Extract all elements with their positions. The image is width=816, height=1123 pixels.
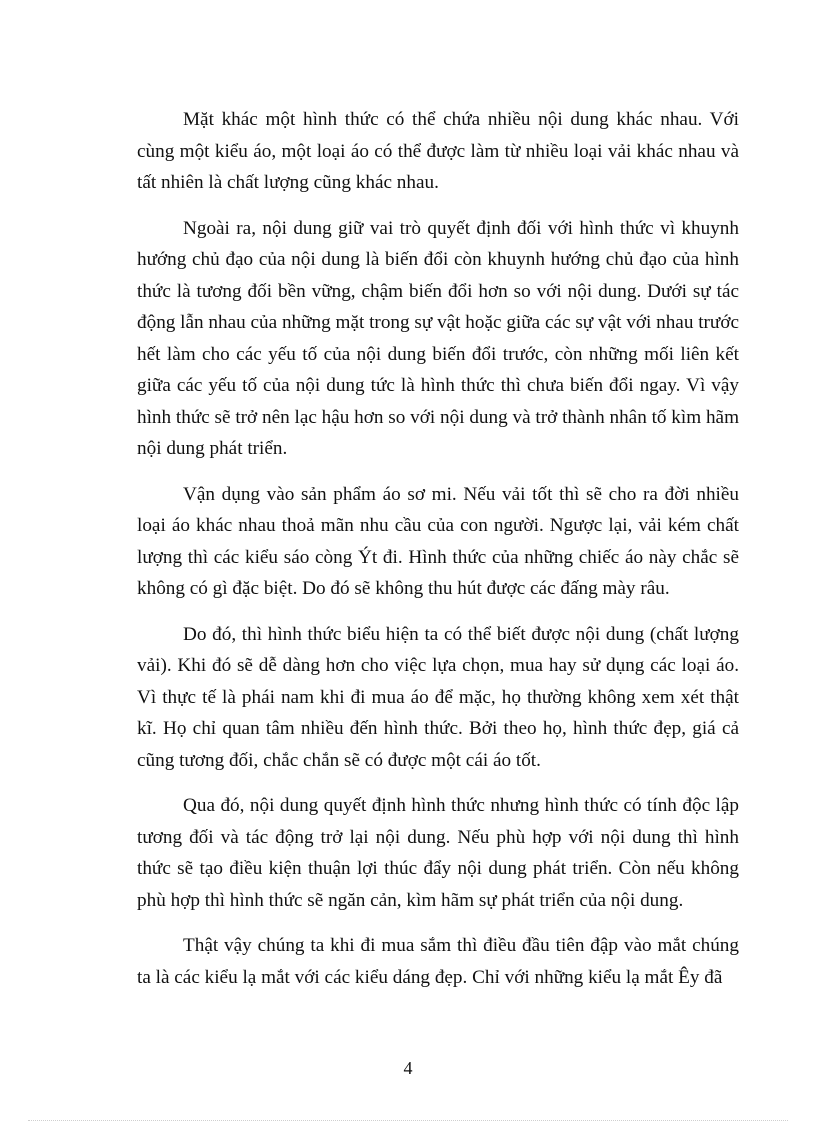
paragraph: Mặt khác một hình thức có thể chứa nhiều nội dung khác nhau. Với cùng một kiểu áo, một loại áo có thể được làm từ nhiều loại vải khác nhau và tất nhiên là chất lượng cũng khác nhau. xyxy=(137,109,739,193)
page-bottom-divider xyxy=(28,1120,788,1121)
paragraph: Thật vậy chúng ta khi đi mua sắm thì điều đầu tiên đập vào mắt chúng ta là các kiểu lạ mắt với các kiểu dáng đẹp. Chỉ với những kiểu lạ mắt Êy đã xyxy=(137,935,739,988)
body-text xyxy=(137,104,739,1007)
page-number: 4 xyxy=(403,1058,413,1078)
paragraph: Vận dụng vào sản phẩm áo sơ mi. Nếu vải tốt thì sẽ cho ra đời nhiều loại áo khác nhau thoả mãn nhu cầu của con người. Ngược lại, vải kém chất lượng thì các kiểu sáo còng Ýt đi. Hình thức của những chiếc áo này chắc sẽ không có gì đặc biệt. Do đó sẽ không thu hút được các đấng mày râu. xyxy=(137,483,739,599)
paragraph: Ngoài ra, nội dung giữ vai trò quyết định đối với hình thức vì khuynh hướng chủ đạo của nội dung là biến đổi còn khuynh hướng chủ đạo của hình thức là tương đối bền vững, chậm biến đổi hơn so với nội dung. Dưới sự tác động lẫn nhau của những mặt trong sự vật hoặc giữa các sự vật với nhau trước hết làm cho các yếu tố của nội dung biến đổi trước, còn những mối liên kết giữa các yếu tố của nội dung tức là hình thức thì chưa biến đổi ngay. Vì vậy hình thức sẽ trở nên lạc hậu hơn so với nội dung và trở thành nhân tố kìm hãm nội dung phát triển. xyxy=(137,217,739,459)
paragraph: Qua đó, nội dung quyết định hình thức nhưng hình thức có tính độc lập tương đối và tác động trở lại nội dung. Nếu phù hợp với nội dung thì hình thức sẽ tạo điều kiện thuận lợi thúc đẩy nội dung phát triển. Còn nếu không phù hợp thì hình thức sẽ ngăn cản, kìm hãm sự phát triển của nội dung. xyxy=(137,795,739,911)
paragraph: Do đó, thì hình thức biểu hiện ta có thể biết được nội dung (chất lượng vải). Khi đó sẽ dễ dàng hơn cho việc lựa chọn, mua hay sử dụng các loại áo. Vì thực tế là phái nam khi đi mua áo để mặc, họ thường không xem xét thật kĩ. Họ chỉ quan tâm nhiều đến hình thức. Bởi theo họ, hình thức đẹp, giá cả cũng tương đối, chắc chắn sẽ có được một cái áo tốt. xyxy=(137,623,739,771)
